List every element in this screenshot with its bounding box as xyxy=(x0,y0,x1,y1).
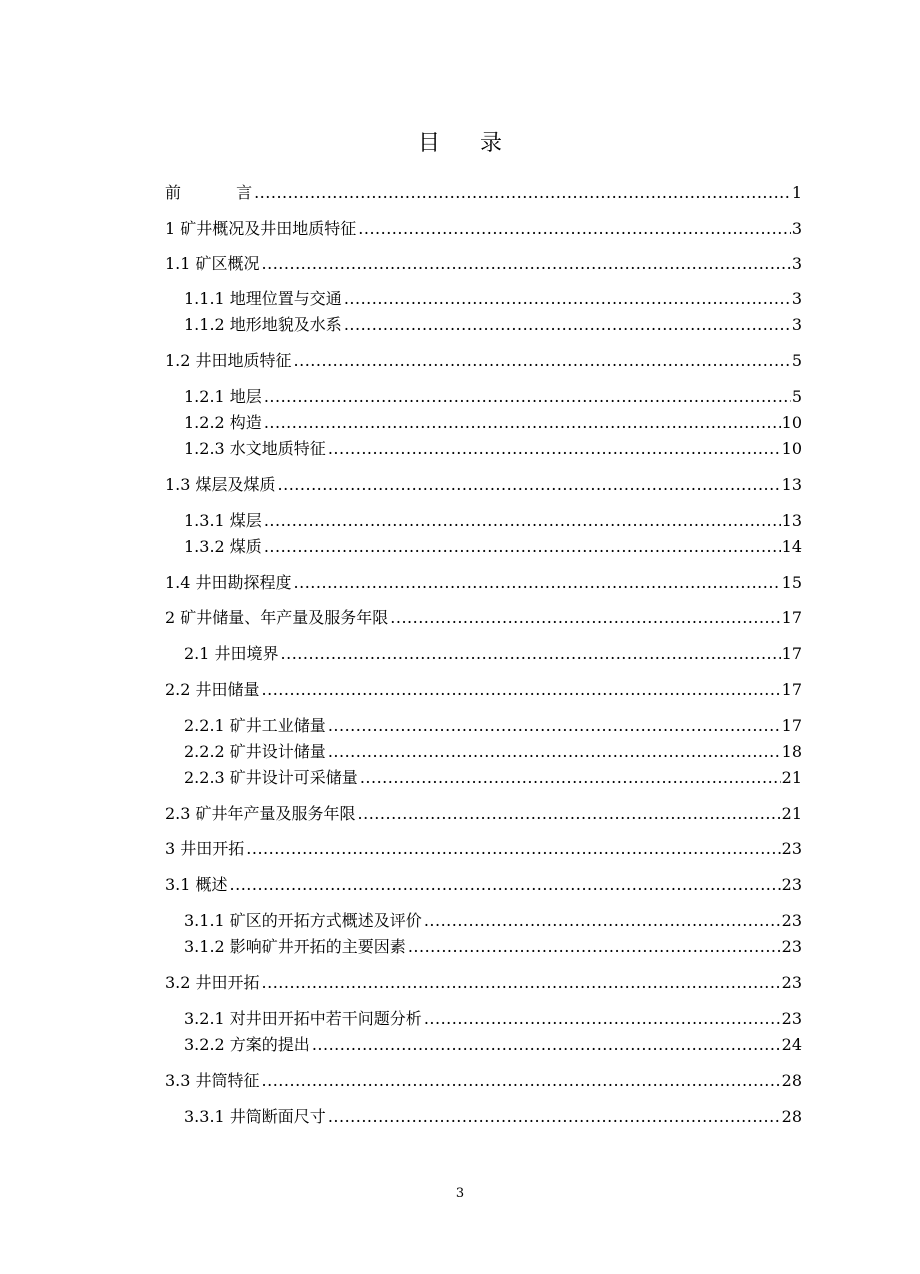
toc-entry-page: 1 xyxy=(791,183,802,202)
toc-dot-leader xyxy=(281,641,781,667)
toc-entry-page: 3 xyxy=(791,289,802,308)
toc-entry[interactable] xyxy=(184,384,802,410)
toc-entry-page: 3 xyxy=(791,254,802,273)
toc-dot-leader xyxy=(264,508,781,534)
toc-entry[interactable] xyxy=(165,836,802,862)
toc-entry[interactable] xyxy=(165,970,802,996)
toc-dot-leader xyxy=(264,534,781,560)
toc-dot-leader xyxy=(294,570,781,596)
toc-dot-leader xyxy=(390,605,780,631)
toc-dot-leader xyxy=(344,312,791,338)
toc-entry[interactable] xyxy=(165,472,802,498)
toc-entry[interactable] xyxy=(165,1068,802,1094)
toc-entry-page: 10 xyxy=(781,439,802,458)
toc-dot-leader xyxy=(246,836,780,862)
toc-dot-leader xyxy=(344,286,791,312)
toc-entry[interactable] xyxy=(184,508,802,534)
toc-entry-label: 2 矿井储量、年产量及服务年限 xyxy=(165,608,389,627)
toc-entry-label: 3.2.1 对井田开拓中若干问题分析 xyxy=(184,1009,422,1028)
toc-entry-page: 17 xyxy=(781,680,802,699)
toc-entry-label: 前 言 xyxy=(165,183,253,202)
toc-dot-leader xyxy=(328,1104,781,1130)
toc-dot-leader xyxy=(262,970,781,996)
toc-entry-label: 3.3.1 井筒断面尺寸 xyxy=(184,1107,326,1126)
toc-entry[interactable] xyxy=(184,934,802,960)
toc-entry-page: 23 xyxy=(781,911,802,930)
toc-entry[interactable] xyxy=(184,1104,802,1130)
toc-entry[interactable] xyxy=(165,348,802,374)
toc-dot-leader xyxy=(328,739,781,765)
toc-entry-label: 1.2.2 构造 xyxy=(184,413,262,432)
toc-entry-label: 3.1 概述 xyxy=(165,875,228,894)
toc-entry-page: 5 xyxy=(791,387,802,406)
toc-entry-page: 23 xyxy=(781,839,802,858)
toc-entry-label: 1 矿井概况及井田地质特征 xyxy=(165,219,357,238)
toc-entry[interactable] xyxy=(184,1006,802,1032)
toc-entry[interactable] xyxy=(184,534,802,560)
toc-entry-page: 23 xyxy=(781,1009,802,1028)
toc-entry[interactable] xyxy=(184,908,802,934)
toc-entry-label: 1.3.1 煤层 xyxy=(184,511,262,530)
toc-entry-label: 3 井田开拓 xyxy=(165,839,245,858)
toc-dot-leader xyxy=(262,251,791,277)
toc-entry-page: 17 xyxy=(781,644,802,663)
toc-dot-leader xyxy=(424,908,781,934)
toc-entry[interactable] xyxy=(165,872,802,898)
toc-entry[interactable] xyxy=(184,641,802,667)
toc-dot-leader xyxy=(424,1006,781,1032)
toc-entry-page: 17 xyxy=(781,716,802,735)
toc-entry-page: 17 xyxy=(781,608,802,627)
toc-entry-label: 3.2.2 方案的提出 xyxy=(184,1035,310,1054)
toc-entry[interactable] xyxy=(184,436,802,462)
page-title xyxy=(0,128,920,160)
toc-dot-leader xyxy=(294,348,791,374)
toc-entry-label: 2.2.2 矿井设计储量 xyxy=(184,742,326,761)
toc-entry[interactable] xyxy=(184,739,802,765)
toc-dot-leader xyxy=(264,410,781,436)
toc-entry-label: 2.2.1 矿井工业储量 xyxy=(184,716,326,735)
toc-entry-label: 3.1.2 影响矿井开拓的主要因素 xyxy=(184,937,406,956)
toc-entry-label: 3.2 井田开拓 xyxy=(165,973,260,992)
toc-entry-label: 2.2 井田储量 xyxy=(165,680,260,699)
toc-entry[interactable] xyxy=(165,801,802,827)
toc-dot-leader xyxy=(360,765,781,791)
toc-dot-leader xyxy=(278,472,781,498)
toc-entry[interactable] xyxy=(165,180,802,206)
toc-entry-label: 1.3 煤层及煤质 xyxy=(165,475,276,494)
toc-entry[interactable] xyxy=(165,251,802,277)
toc-entry-page: 3 xyxy=(791,219,802,238)
toc-entry[interactable] xyxy=(184,765,802,791)
toc-dot-leader xyxy=(262,1068,781,1094)
toc-entry[interactable] xyxy=(184,1032,802,1058)
toc-dot-leader xyxy=(230,872,781,898)
toc-entry-label: 1.2.3 水文地质特征 xyxy=(184,439,326,458)
toc-entry-page: 5 xyxy=(791,351,802,370)
toc-entry[interactable] xyxy=(165,216,802,242)
toc-entry[interactable] xyxy=(184,410,802,436)
toc-entry-page: 28 xyxy=(781,1107,802,1126)
toc-entry-label: 2.2.3 矿井设计可采储量 xyxy=(184,768,358,787)
toc-dot-leader xyxy=(328,713,781,739)
toc-entry[interactable] xyxy=(165,570,802,596)
toc-entry-page: 23 xyxy=(781,875,802,894)
toc-entry-label: 1.1.1 地理位置与交通 xyxy=(184,289,342,308)
toc-entry-label: 1.2 井田地质特征 xyxy=(165,351,292,370)
toc-entry-page: 10 xyxy=(781,413,802,432)
toc-entry[interactable] xyxy=(184,286,802,312)
toc-dot-leader xyxy=(358,216,791,242)
toc-dot-leader xyxy=(312,1032,781,1058)
page-title-char-2: 录 xyxy=(480,131,503,156)
toc-entry[interactable] xyxy=(165,677,802,703)
toc-entry-page: 24 xyxy=(781,1035,802,1054)
toc-entry-label: 2.3 矿井年产量及服务年限 xyxy=(165,804,356,823)
toc-entry-page: 13 xyxy=(781,475,802,494)
page-title-char-1: 目 xyxy=(417,131,440,156)
toc-entry-label: 1.1 矿区概况 xyxy=(165,254,260,273)
toc-entry-page: 18 xyxy=(781,742,802,761)
toc-entry-page: 21 xyxy=(781,768,802,787)
page-number: 3 xyxy=(455,1186,465,1201)
toc-entry-page: 28 xyxy=(781,1071,802,1090)
toc-entry-page: 21 xyxy=(781,804,802,823)
toc-entry-page: 15 xyxy=(781,573,802,592)
toc-dot-leader xyxy=(358,801,781,827)
toc-entry[interactable] xyxy=(184,312,802,338)
toc-dot-leader xyxy=(262,677,781,703)
toc-entry-page: 23 xyxy=(781,973,802,992)
toc-dot-leader xyxy=(264,384,791,410)
toc-dot-leader xyxy=(254,180,791,206)
toc-entry-page: 3 xyxy=(791,315,802,334)
toc-entry-label: 1.4 井田勘探程度 xyxy=(165,573,292,592)
toc-entry-page: 23 xyxy=(781,937,802,956)
toc-dot-leader xyxy=(408,934,781,960)
toc-entry-label: 2.1 井田境界 xyxy=(184,644,279,663)
toc-entry-label: 3.1.1 矿区的开拓方式概述及评价 xyxy=(184,911,422,930)
toc-entry-label: 1.2.1 地层 xyxy=(184,387,262,406)
toc-entry-page: 13 xyxy=(781,511,802,530)
toc-entry-page: 14 xyxy=(781,537,802,556)
toc-entry-label: 1.1.2 地形地貌及水系 xyxy=(184,315,342,334)
toc-entry-label: 3.3 井筒特征 xyxy=(165,1071,260,1090)
toc-dot-leader xyxy=(328,436,781,462)
toc-entry-label: 1.3.2 煤质 xyxy=(184,537,262,556)
toc-entry[interactable] xyxy=(165,605,802,631)
toc-entry[interactable] xyxy=(184,713,802,739)
